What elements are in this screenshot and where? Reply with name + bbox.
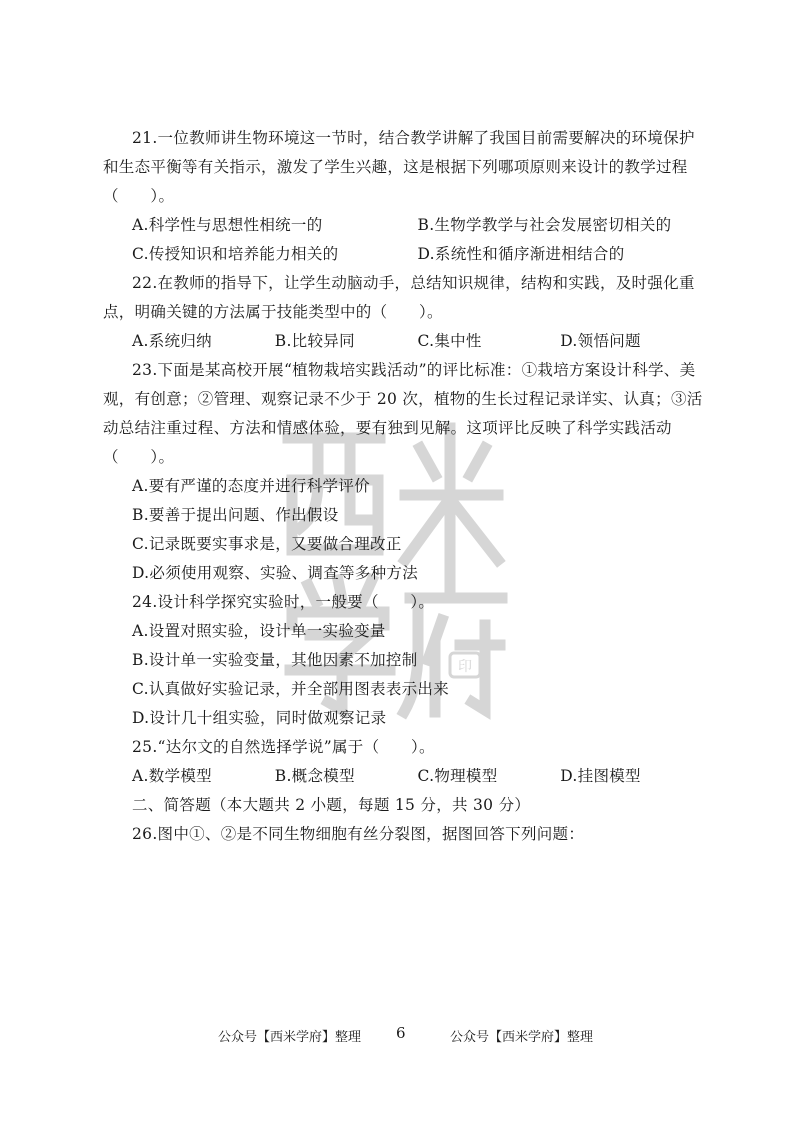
option-a: A.设置对照实验，设计单一实验变量	[132, 622, 386, 640]
option-c: C.认真做好实验记录，并全部用图表表示出来	[132, 680, 450, 698]
option-d: D.系统性和循序渐进相结合的	[417, 245, 625, 263]
option-c: C.传授知识和培养能力相关的	[132, 245, 339, 263]
question-21-options-row-2	[103, 240, 703, 269]
questions-body	[103, 124, 703, 849]
option-c: C.记录既要实事求是，又要做合理改正	[132, 535, 402, 553]
question-25-stem: 25.“达尔文的自然选择学说”属于（ ）。	[132, 738, 435, 756]
question-21-stem: 21.一位教师讲生物环境这一节时，结合教学讲解了我国目前需要解决的环境保护和生态平衡等有关指示，激发了学生兴趣，这是根据下列哪项原则来设计的教学过程（ ）。	[103, 129, 695, 205]
option-b: B.设计单一实验变量，其他因素不加控制	[132, 651, 418, 669]
option-c: C.集中性	[417, 332, 482, 350]
question-24-stem: 24.设计科学探究实验时，一般要（ ）。	[132, 593, 435, 611]
section-heading: 二、简答题（本大题共 2 小题，每题 15 分，共 30 分）	[132, 796, 531, 814]
option-b: B.比较异同	[274, 332, 355, 350]
option-a: A.科学性与思想性相统一的	[132, 216, 323, 234]
question-23-stem: 23.下面是某高校开展“植物栽培实践活动”的评比标准：①栽培方案设计科学、美观，有创意；②管理、观察记录不少于 20 次，植物的生长过程记录详实、认真；③活动总结注重过程、方法和情感体验，要有独到见解。这项评比反映了科学实践活动（ ）。	[103, 361, 703, 466]
footer-right-text: 公众号【西米学府】整理	[450, 1030, 594, 1045]
option-b: B.要善于提出问题、作出假设	[132, 506, 339, 524]
footer-left-text: 公众号【西米学府】整理	[218, 1030, 362, 1045]
option-b: B.概念模型	[274, 767, 355, 785]
option-b: B.生物学教学与社会发展密切相关的	[417, 216, 672, 234]
option-a: A.要有严谨的态度并进行科学评价	[132, 477, 370, 495]
page-number: 6	[396, 1024, 406, 1042]
question-25-options	[103, 762, 703, 791]
option-d: D.领悟问题	[560, 332, 641, 350]
option-a: A.系统归纳	[132, 332, 212, 350]
option-d: D.必须使用观察、实验、调查等多种方法	[132, 564, 419, 582]
question-26-stem: 26.图中①、②是不同生物细胞有丝分裂图，据图回答下列问题：	[132, 825, 585, 843]
question-22-options	[103, 327, 703, 356]
svg-text:印: 印	[458, 659, 472, 675]
option-d: D.挂图模型	[560, 767, 641, 785]
question-22-stem: 22.在教师的指导下，让学生动脑动手，总结知识规律，结构和实践，及时强化重点，明确关键的方法属于技能类型中的（ ）。	[103, 274, 695, 321]
option-d: D.设计几十组实验，同时做观察记录	[132, 709, 387, 727]
option-c: C.物理模型	[417, 767, 498, 785]
option-a: A.数学模型	[132, 767, 212, 785]
question-21-options-row-1	[103, 211, 703, 240]
